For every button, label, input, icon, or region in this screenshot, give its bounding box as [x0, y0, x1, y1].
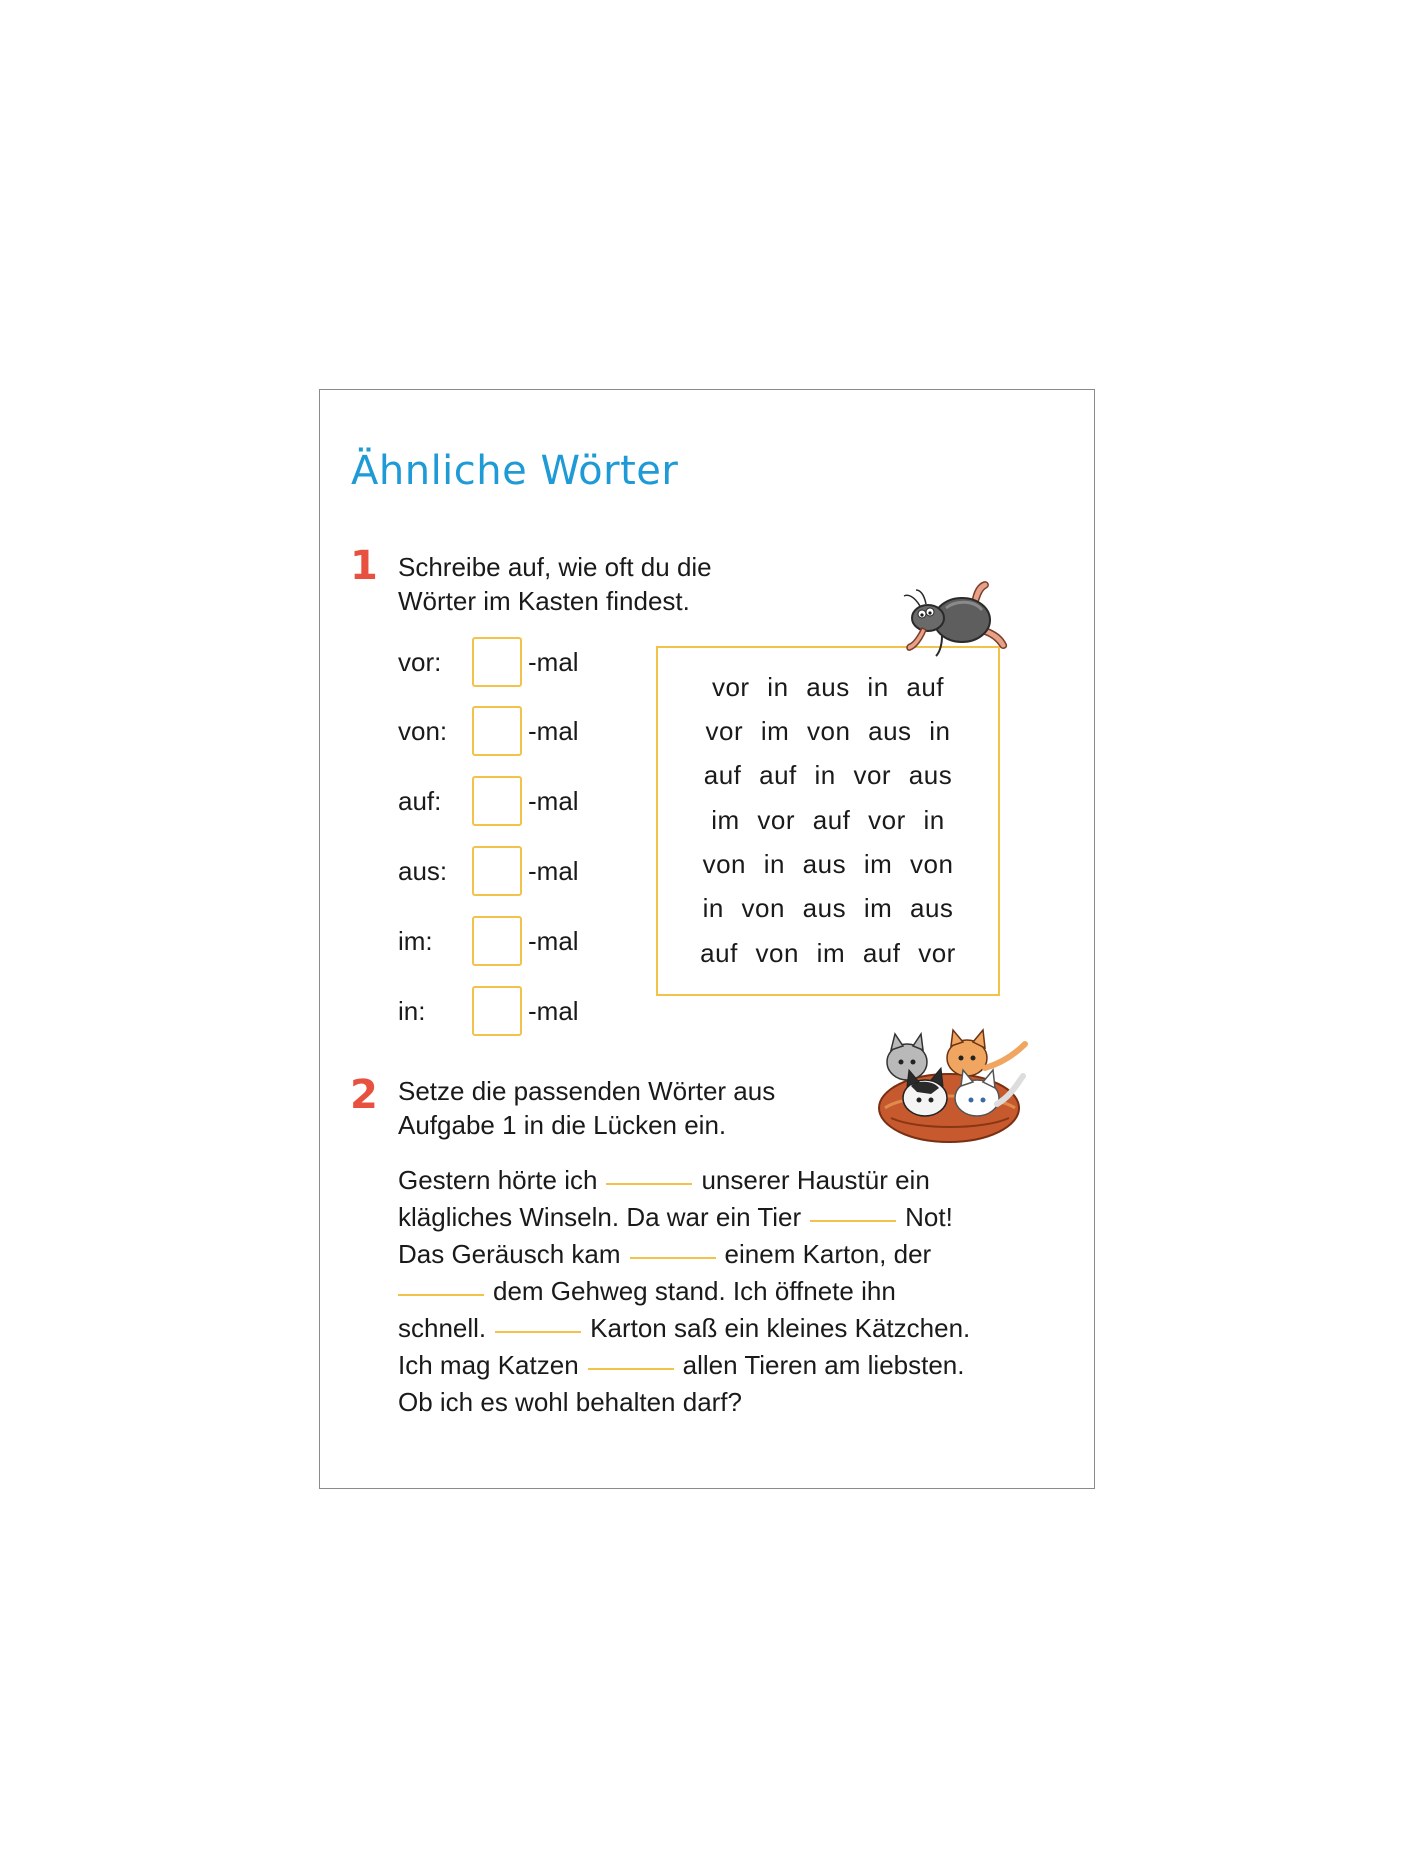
- story-text: Gestern hörte ich: [398, 1165, 598, 1195]
- word-box-row: in von aus im aus: [702, 893, 954, 923]
- story-text: Karton saß ein kleines Kätzchen.: [590, 1313, 971, 1343]
- count-label: im:: [398, 925, 433, 956]
- word-box: [656, 646, 1000, 996]
- story-text: allen Tieren am liebsten.: [682, 1350, 965, 1380]
- story-text: Das Geräusch kam: [398, 1239, 621, 1269]
- count-suffix: -mal: [528, 855, 579, 886]
- count-suffix: -mal: [528, 646, 579, 677]
- task2-instruction-line-2: Aufgabe 1 in die Lücken ein.: [398, 1110, 727, 1140]
- story-line: [398, 1236, 1038, 1273]
- count-answer-box-auf[interactable]: [472, 776, 522, 826]
- word-box-row: von in aus im von: [702, 849, 954, 879]
- task-number-2: 2: [350, 1072, 378, 1118]
- task1-instruction-line-1: Schreibe auf, wie oft du die: [398, 552, 712, 582]
- count-row-auf: [398, 775, 579, 827]
- answer-blank[interactable]: [810, 1220, 896, 1222]
- task-number-1: 1: [350, 543, 378, 589]
- task2-instruction-line-1: Setze die passenden Wörter aus: [398, 1076, 776, 1106]
- count-label: vor:: [398, 646, 442, 677]
- count-answer-box-im[interactable]: [472, 916, 522, 966]
- story-text: schnell.: [398, 1313, 487, 1343]
- beetle-illustration-icon: [886, 578, 1016, 662]
- count-suffix: -mal: [528, 995, 579, 1026]
- count-label: in:: [398, 995, 426, 1026]
- count-label: aus:: [398, 855, 448, 886]
- count-row-in: [398, 985, 579, 1037]
- story-text: Not!: [905, 1202, 953, 1232]
- story-line: [398, 1273, 1038, 1310]
- task1-instruction: [398, 550, 712, 618]
- count-suffix: -mal: [528, 715, 579, 746]
- task2-instruction: [398, 1074, 775, 1142]
- count-row-im: [398, 915, 579, 967]
- story-line: [398, 1384, 1038, 1421]
- word-box-row: auf von im auf vor: [700, 938, 956, 968]
- count-suffix: -mal: [528, 925, 579, 956]
- story-text: einem Karton, der: [724, 1239, 932, 1269]
- count-suffix: -mal: [528, 785, 579, 816]
- word-box-row: im vor auf vor in: [711, 805, 945, 835]
- count-answer-box-in[interactable]: [472, 986, 522, 1036]
- story-line: [398, 1162, 1038, 1199]
- count-answer-box-von[interactable]: [472, 706, 522, 756]
- story-line: [398, 1199, 1038, 1236]
- story-text: dem Gehweg stand. Ich öffnete ihn: [493, 1276, 896, 1306]
- story-text: klägliches Winseln. Da war ein Tier: [398, 1202, 802, 1232]
- answer-blank[interactable]: [606, 1183, 692, 1185]
- answer-blank[interactable]: [630, 1257, 716, 1259]
- count-label: auf:: [398, 785, 442, 816]
- cloze-story: [398, 1162, 1038, 1421]
- story-line: [398, 1347, 1038, 1384]
- page-title: Ähnliche Wörter: [351, 448, 679, 494]
- story-text: Ich mag Katzen: [398, 1350, 579, 1380]
- story-text: unserer Haustür ein: [701, 1165, 930, 1195]
- answer-blank[interactable]: [495, 1331, 581, 1333]
- word-box-row: auf auf in vor aus: [703, 760, 953, 790]
- worksheet-page: [319, 389, 1095, 1489]
- story-text: Ob ich es wohl behalten darf?: [398, 1387, 742, 1417]
- kittens-in-basket-illustration-icon: [867, 1022, 1032, 1147]
- count-answer-box-aus[interactable]: [472, 846, 522, 896]
- count-row-vor: [398, 636, 579, 688]
- answer-blank[interactable]: [588, 1368, 674, 1370]
- story-line: [398, 1310, 1038, 1347]
- count-answer-box-vor[interactable]: [472, 637, 522, 687]
- count-row-von: [398, 705, 579, 757]
- answer-blank[interactable]: [398, 1294, 484, 1296]
- word-box-row: vor im von aus in: [705, 716, 951, 746]
- word-box-row: vor in aus in auf: [711, 672, 945, 702]
- count-label: von:: [398, 715, 448, 746]
- task1-instruction-line-2: Wörter im Kasten findest.: [398, 586, 690, 616]
- count-row-aus: [398, 845, 579, 897]
